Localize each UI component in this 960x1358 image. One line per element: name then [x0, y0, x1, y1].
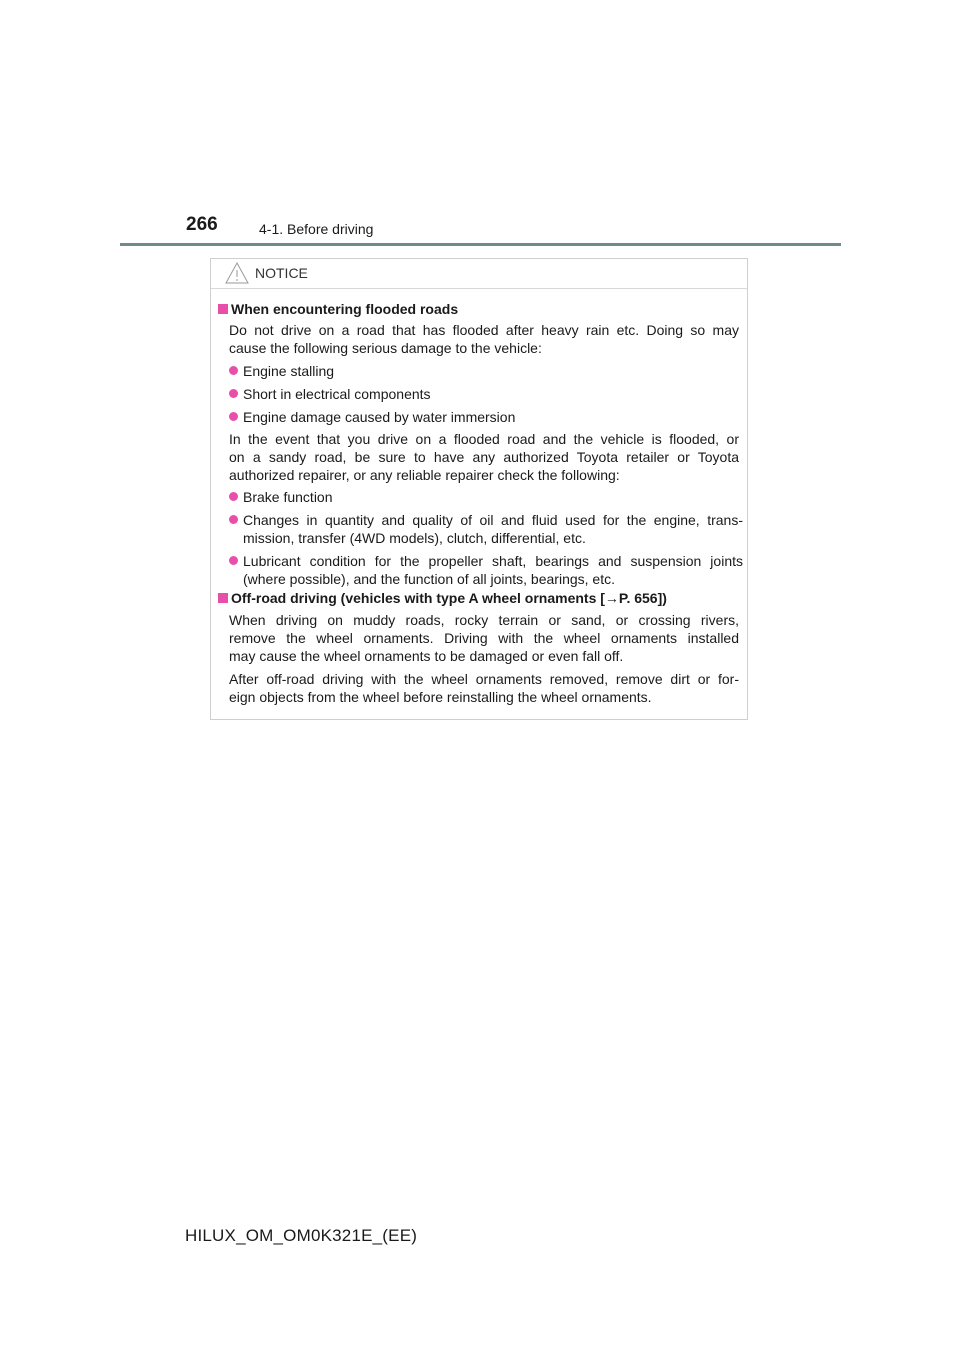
bullet-dot — [229, 389, 238, 398]
offroad-para2-line: eign objects from the wheel before reinstalling the wheel ornaments. — [229, 689, 652, 705]
notice-title: NOTICE — [255, 265, 308, 281]
offroad-para2-line: After off-road driving with the wheel ornaments removed, remove dirt or for- — [229, 671, 739, 687]
damage-bullet-item: Short in electrical components — [243, 386, 431, 402]
offroad-para1-line: When driving on muddy roads, rocky terrain or sand, or crossing rivers, — [229, 612, 739, 628]
bullet-dot — [229, 556, 238, 565]
notice-box — [210, 258, 748, 720]
section-marker-square — [218, 304, 228, 314]
section-marker-square — [218, 593, 228, 603]
damage-bullet-item: Engine stalling — [243, 363, 335, 379]
damage-bullet-item: Engine damage caused by water immersion — [243, 409, 516, 425]
flooded-intro-line: Do not drive on a road that has flooded after heavy rain etc. Doing so may — [229, 322, 739, 338]
event-line: In the event that you drive on a flooded road and the vehicle is flooded, or — [229, 431, 739, 447]
offroad-para1-line: remove the wheel ornaments. Driving with the wheel ornaments installed — [229, 630, 739, 646]
bullet-dot — [229, 515, 238, 524]
check-bullet-item: Lubricant condition for the propeller shaft, bearings and suspension joints — [243, 553, 743, 569]
check-bullet-item-cont: mission, transfer (4WD models), clutch, differential, etc. — [243, 530, 586, 546]
header-rule — [120, 243, 841, 246]
event-line: authorized repairer, or any reliable repairer check the following: — [229, 467, 620, 483]
flooded-heading: When encountering flooded roads — [231, 301, 459, 317]
page-number: 266 — [186, 214, 218, 235]
flooded-intro-line: cause the following serious damage to the vehicle: — [229, 340, 542, 356]
document-code: HILUX_OM_OM0K321E_(EE) — [185, 1226, 418, 1245]
notice-content — [211, 259, 747, 719]
section-title: 4-1. Before driving — [259, 221, 374, 237]
check-bullet-item-cont: (where possible), and the function of all joints, bearings, etc. — [243, 571, 615, 587]
bullet-dot — [229, 492, 238, 501]
bullet-dot — [229, 412, 238, 421]
offroad-heading: Off-road driving (vehicles with type A wheel ornaments [→P. 656]) — [231, 590, 667, 606]
event-line: on a sandy road, be sure to have any authorized Toyota retailer or Toyota — [229, 449, 739, 465]
offroad-para1-line: may cause the wheel ornaments to be damaged or even fall off. — [229, 648, 624, 664]
bullet-dot — [229, 366, 238, 375]
page-header — [0, 0, 960, 250]
check-bullet-item: Changes in quantity and quality of oil and fluid used for the engine, trans- — [243, 512, 743, 528]
check-bullet-item: Brake function — [243, 489, 333, 505]
